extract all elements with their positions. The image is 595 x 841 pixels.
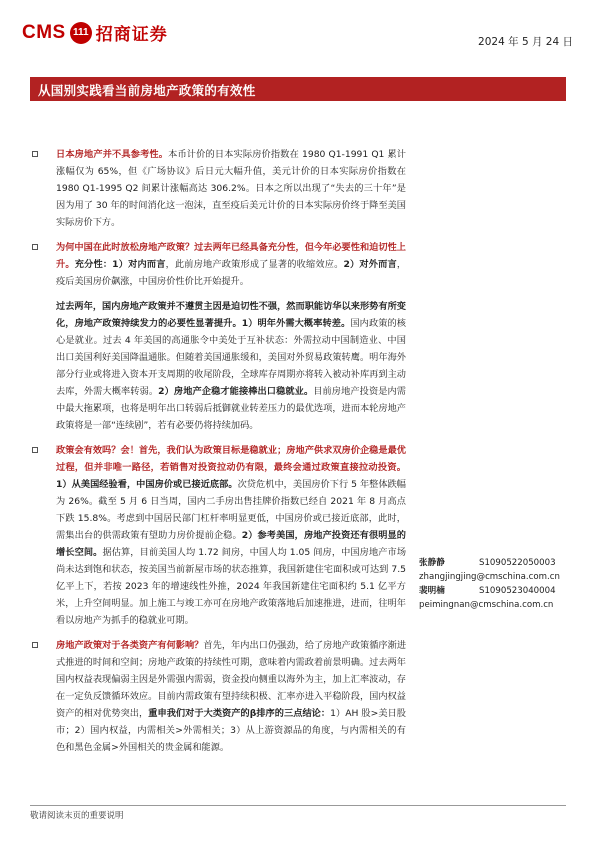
author-name: 裴明楠: [419, 586, 445, 596]
footer-disclaimer: 敬请阅读末页的重要说明: [30, 811, 124, 821]
bold-text: 2）参考美国，房地产投资还有很明显的增长空间。: [56, 530, 406, 558]
paragraph-body: ，疫后美国房价飙涨，中国房价性价比开始提升。: [56, 259, 406, 287]
logo-mark-icon: 111: [70, 22, 92, 44]
author-id: S1090522050003: [479, 558, 556, 568]
bullet-square-icon: [32, 151, 38, 157]
footer-divider: [30, 805, 566, 806]
bullet-square-icon: [32, 447, 38, 453]
author-entry: [419, 556, 579, 570]
paragraph-body: ，此前房地产政策形成了显著的收缩效应。: [165, 259, 344, 270]
paragraph-lead: 为何中国在此时放松房地产政策？过去两年已经具备充分性，但今年必要性和迫切性上升。: [56, 242, 406, 270]
author-email[interactable]: peimingnan@cmschina.com.cn: [419, 600, 554, 610]
author-block: [419, 556, 579, 612]
paragraph-body: 首先，年内出口仍强劲，给了房地产政策循序渐进式推进的时间和空间；房地产政策的持续性可期，意味着内需政着前景明确。过去两年国内权益表现偏弱主因是外需强内需弱，资金投向侧重以海外为主，加上汇率波动，存在一定负反馈循环效应。目前内需政策有望持续积极、汇率亦进入平稳阶段，国内权益资产的相对优势突出，: [56, 640, 407, 719]
paragraph-lead: 房地产政策对于各类资产有何影响？: [56, 640, 204, 651]
paragraph-necessity: [30, 298, 406, 434]
paragraph-body: 国内政策的核心是就业。过去 4 年美国的高通胀令中美处于互补状态：外需拉动中国制造业、中国出口美国利好美国降温通胀。但随着美国通胀缓和，美国对外贸易政策转鹰。明年海外部分行业或将进入资本开支周期的收尾阶段，全球库存周期亦将转入被动补库再到主动去库，外需大概率转弱。: [56, 318, 406, 397]
paragraph-effectiveness: [30, 442, 406, 629]
cms-logo: [22, 20, 168, 45]
logo-cms-text: CMS: [22, 21, 66, 43]
bold-text: 2）房地产企稳才能接棒出口稳就业。: [158, 386, 314, 397]
report-date: 2024 年 5 月 24 日: [478, 36, 573, 48]
report-title: 从国别实践看当前房地产政策的有效性: [38, 83, 256, 98]
bold-text: 充分性：1）对内而言: [74, 259, 166, 270]
title-banner: [30, 77, 566, 101]
bold-text: 重申我们对于大类资产的β排序的三点结论：: [148, 708, 331, 719]
paragraph-body: 本币计价的日本实际房价指数在 1980 Q1-1991 Q1 累计涨幅仅为 65%，但《广场协议》后日元大幅升值，美元计价的日本实际房价指数在 1980 Q1-1995 Q2 间累计涨幅高达 306.2%。日本之所以出现了“失去的三十年”是因为用了 30 年的时间消化这一泡沫，直至疫后美元计价的日本实际房价终于降至美国实际房价下方。: [56, 149, 406, 228]
logo-cn-text: 招商证券: [95, 25, 168, 45]
page-header: [0, 0, 595, 60]
paragraph-assets: [30, 637, 406, 756]
bold-text: 1）从美国经验看，中国房价或已接近底部。: [56, 479, 238, 490]
paragraph-lead: 日本房地产并不具参考性。: [56, 149, 169, 160]
paragraph-body: 1）AH 股>美日股市；2）国内权益，内需相关>外需相关；3）从上游资源品的角度，与内需相关的有色和黑色金属>外国相关的贵金属和能源。: [56, 708, 406, 753]
paragraph-body: 次贷危机中，美国房价下行 5 年整体跌幅为 26%。截至 5 月 6 日当周，国内二手房出售挂牌价指数已经自 2021 年 8 月高点下跌 15.8%。考虑到中国居民部门杠杆率明显更低，中国房价或已接近底部，此时，需集出台的供需政策有望助力房价提前企稳。: [56, 479, 406, 541]
author-name: 张静静: [419, 558, 445, 568]
bold-text: 过去两年，国内房地产政策并不遵贯主因是迫切性不强，然而职能访华以来形势有所变化，房地产政策持续发力的必要性显著提升。1）明年外需大概率转差。: [56, 301, 406, 329]
author-email[interactable]: zhangjingjing@cmschina.com.cn: [419, 572, 560, 582]
paragraph-lead: 政策会有效吗？会！首先，我们认为政策目标是稳就业；房地产供求双房价企稳是最优过程，但并非唯一路径，若销售对投资拉动仍有限，最终会通过政策直接拉动投资。: [56, 445, 406, 473]
bullet-square-icon: [32, 642, 38, 648]
paragraph-japan: [30, 146, 406, 231]
paragraph-body: 据估算，目前美国人均 1.72 间房，中国人均 1.05 间房，中国房地产市场尚未达到饱和状态，按美国当前新屋市场的状态推算，我国新建住宅面积或可达到 7.5 亿平上下，若按 2023 年的增速线性外推，2024 年我国新建住宅面积约 5.1 亿平方米，上升空间明显。加上施工与竣工亦可在房地产政策落地后加速推进，进而，往明年看以房地产为抓手的稳就业可期。: [56, 547, 407, 626]
paragraph-why-now: [30, 239, 406, 290]
main-content: [30, 146, 406, 764]
author-id: S1090523040004: [479, 586, 556, 596]
bold-text: 2）对外而言: [343, 259, 397, 270]
paragraph-body: 目前房地产投资是内需中最大拖累项，也将是明年出口转弱后抵御就业转差压力的最优选项，进而本轮房地产政策将是一部“连续剧”，若有必要仍将持续加码。: [56, 386, 406, 431]
author-entry: [419, 584, 579, 598]
bullet-square-icon: [32, 244, 38, 250]
